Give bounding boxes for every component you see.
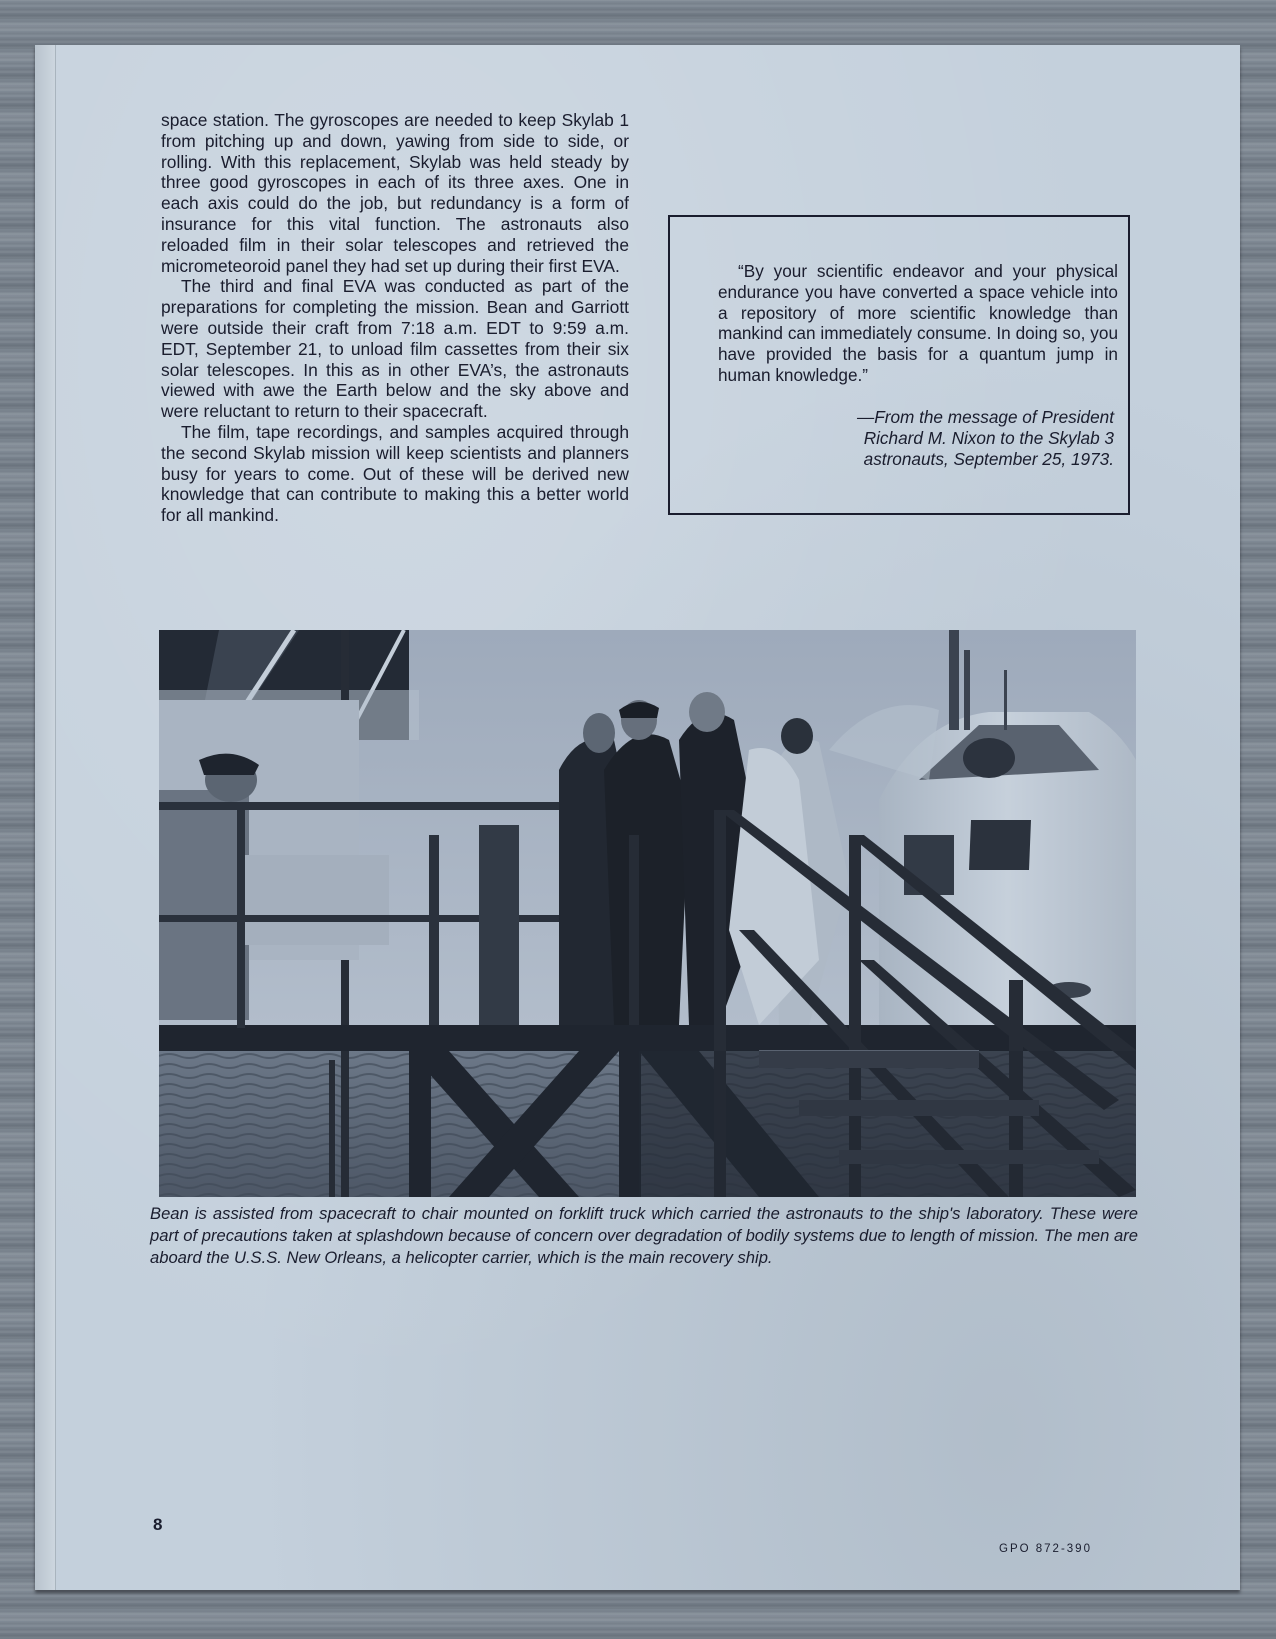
left-text-column [161,110,629,526]
page-fold-edge [35,45,56,1590]
photo-caption: Bean is assisted from spacecraft to chair mounted on forklift truck which carried the astronauts to the ship's laboratory. These were part of precautions taken at splashdown because of concern over degradation of bodily systems due to length of mission. The men are aboard the U.S.S. New Orleans, a helicopter carrier, which is the main recovery ship. [150,1204,1138,1267]
gpo-print-code: GPO 872-390 [999,1543,1092,1555]
paragraph-gyroscopes: space station. The gyroscopes are needed to keep Skylab 1 from pitching up and down, yawing from side to side, or rolling. With this replacement, Skylab was held steady by three good gyroscopes in each of its three axes. One in each axis could do the job, but redundancy is a form of insurance for this vital function. The astronauts also reloaded film in their solar telescopes and retrieved the micrometeoroid panel they had set up during their first EVA. [161,110,629,276]
page-number: 8 [153,1515,163,1534]
paragraph-third-eva: The third and final EVA was conducted as part of the preparations for completing the mission. Bean and Garriott were outside their craft from 7:18 a.m. EDT to 9:59 a.m. EDT, September 21, to unload film cassettes from their six solar telescopes. In this as in other EVA’s, the astronauts viewed with awe the Earth below and the sky above and were reluctant to return to their spacecraft. [161,276,629,422]
attribution-line: astronauts, September 25, 1973. [863,448,1114,469]
nixon-quote: “By your scientific endeavor and your physical endurance you have converted a space vehicle into a repository of more scientific knowledge than mankind can immediately consume. In doing so, you have provided the basis for a quantum jump in human knowledge.” [718,261,1118,385]
document-page [35,45,1240,1590]
attribution-line: Richard M. Nixon to the Skylab 3 [863,427,1114,448]
paragraph-conclusion: The film, tape recordings, and samples acquired through the second Skylab mission will keep scientists and planners busy for years to come. Out of these will be derived new knowledge that can contribute to making this a better world for all mankind. [161,421,629,526]
quote-box [668,215,1130,515]
recovery-photo [159,630,1136,1197]
halftone-photo-recovery-ship-icon [159,630,1136,1197]
attribution-line: —From the message of President [857,407,1114,427]
quote-attribution [774,407,1114,469]
